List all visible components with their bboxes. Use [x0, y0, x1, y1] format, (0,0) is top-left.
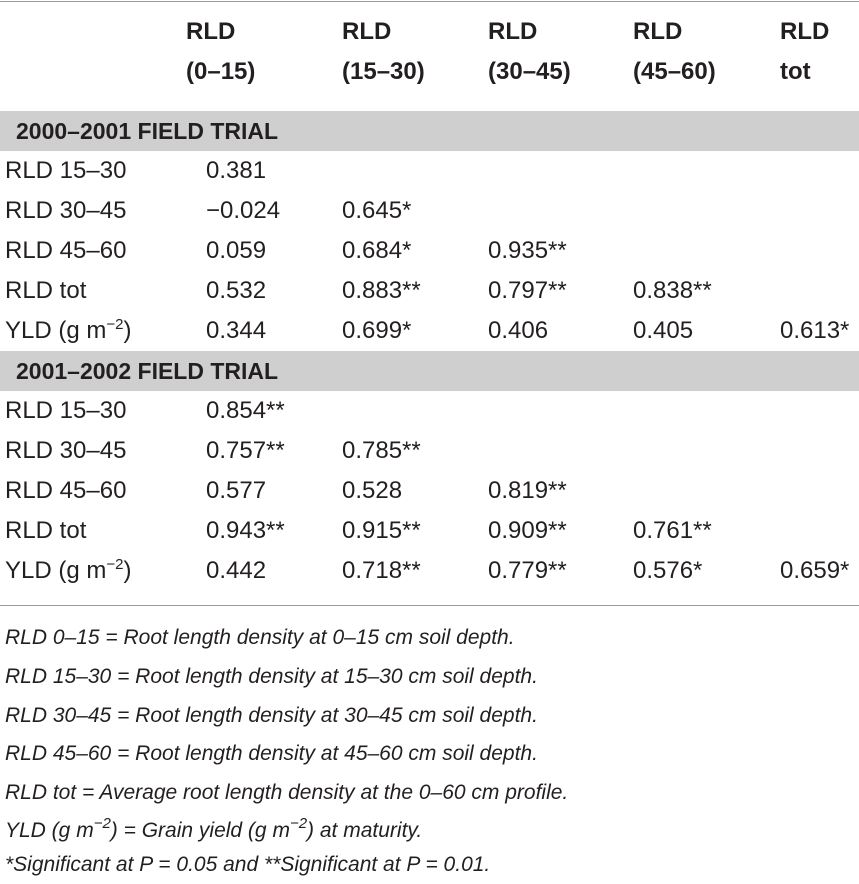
- table-cell: 0.883**: [342, 277, 421, 304]
- section-header-2000-2001: [0, 111, 859, 151]
- row-label: RLD 30–45: [5, 437, 127, 464]
- footnote-part: ) = Grain yield (g m: [110, 819, 290, 842]
- row-label: RLD tot: [5, 277, 87, 304]
- table-cell: −0.024: [206, 197, 281, 224]
- column-header-line2: (45–60): [633, 58, 716, 85]
- footnote-superscript: −2: [289, 815, 308, 832]
- footnote-superscript: −2: [93, 815, 111, 832]
- row-label: RLD 45–60: [5, 237, 127, 264]
- table-row: [0, 471, 859, 511]
- table-cell: 0.935**: [488, 237, 567, 264]
- row-label: [5, 311, 131, 351]
- footnote: [5, 812, 422, 850]
- row-label-end: ): [123, 557, 132, 584]
- column-header-line2: (30–45): [488, 58, 571, 85]
- table-cell: 0.779**: [488, 557, 567, 584]
- table-row: [0, 151, 859, 191]
- column-header-line2: (15–30): [342, 58, 425, 85]
- table-top-rule: [0, 1, 859, 2]
- section-title: 2001–2002 FIELD TRIAL: [16, 358, 279, 384]
- table-row: [0, 231, 859, 271]
- table-cell: 0.819**: [488, 477, 567, 504]
- row-label-superscript: −2: [106, 556, 124, 573]
- table-cell: 0.684*: [342, 237, 412, 264]
- table-cell: 0.442: [206, 557, 267, 584]
- table-row: [0, 191, 859, 231]
- table-cell: 0.838**: [633, 277, 712, 304]
- column-header-line1: RLD: [488, 18, 538, 45]
- table-cell: 0.528: [342, 477, 403, 504]
- table-cell: 0.785**: [342, 437, 421, 464]
- row-label-main: YLD (g m: [5, 557, 107, 584]
- column-header-rld-30-45: [488, 12, 571, 92]
- table-cell: 0.577: [206, 477, 267, 504]
- column-header-line1: RLD: [342, 18, 392, 45]
- column-header-rld-15-30: [342, 12, 425, 92]
- row-label: RLD 15–30: [5, 157, 127, 184]
- table-row: [0, 431, 859, 471]
- table-cell: 0.406: [488, 317, 549, 344]
- table-cell: 0.761**: [633, 517, 712, 544]
- row-label: RLD 45–60: [5, 477, 127, 504]
- table-cell: 0.757**: [206, 437, 285, 464]
- table-cell: 0.854**: [206, 397, 285, 424]
- footnote: RLD 45–60 = Root length density at 45–60 cm soil depth.: [5, 742, 538, 765]
- table-bottom-rule: [0, 605, 859, 606]
- table-cell: 0.943**: [206, 517, 285, 544]
- table-cell: 0.576*: [633, 557, 703, 584]
- column-header-rld-0-15: [186, 12, 255, 92]
- row-label-superscript: −2: [106, 316, 124, 333]
- table-cell: 0.405: [633, 317, 694, 344]
- column-header-line2: (0–15): [186, 58, 256, 85]
- row-label: [5, 551, 131, 591]
- table-cell: 0.381: [206, 157, 267, 184]
- table-row: [0, 511, 859, 551]
- row-label: RLD 30–45: [5, 197, 127, 224]
- column-header-line1: RLD: [186, 18, 236, 45]
- table-cell: 0.059: [206, 237, 267, 264]
- table-cell: 0.797**: [488, 277, 567, 304]
- section-title: 2000–2001 FIELD TRIAL: [16, 118, 279, 144]
- column-header-line2: tot: [780, 58, 811, 85]
- row-label: RLD tot: [5, 517, 87, 544]
- table-cell: 0.909**: [488, 517, 567, 544]
- table-row: [0, 391, 859, 431]
- table-cell: 0.659*: [780, 557, 850, 584]
- table-cell: 0.613*: [780, 317, 850, 344]
- footnote: RLD 0–15 = Root length density at 0–15 cm soil depth.: [5, 626, 515, 649]
- table-cell: 0.699*: [342, 317, 412, 344]
- table-row: [0, 271, 859, 311]
- table-cell: 0.532: [206, 277, 267, 304]
- column-header-rld-45-60: [633, 12, 716, 92]
- footnote: RLD 30–45 = Root length density at 30–45 cm soil depth.: [5, 704, 538, 727]
- table-cell: 0.344: [206, 317, 267, 344]
- column-header-rld-tot: [780, 12, 829, 92]
- table-row: [0, 311, 859, 351]
- row-label-end: ): [123, 317, 132, 344]
- footnote-part: ) at maturity.: [307, 819, 423, 842]
- row-label-main: YLD (g m: [5, 317, 107, 344]
- footnote: RLD tot = Average root length density at the 0–60 cm profile.: [5, 781, 569, 804]
- column-header-line1: RLD: [633, 18, 683, 45]
- footnote: *Significant at P = 0.05 and **Significant at P = 0.01.: [5, 853, 491, 876]
- section-header-2001-2002: [0, 351, 859, 391]
- table-cell: 0.718**: [342, 557, 421, 584]
- row-label: RLD 15–30: [5, 397, 127, 424]
- table-row: [0, 551, 859, 591]
- table-cell: 0.915**: [342, 517, 421, 544]
- footnote-part: YLD (g m: [5, 819, 94, 842]
- column-header-line1: RLD: [780, 18, 830, 45]
- footnote: RLD 15–30 = Root length density at 15–30 cm soil depth.: [5, 665, 538, 688]
- table-cell: 0.645*: [342, 197, 412, 224]
